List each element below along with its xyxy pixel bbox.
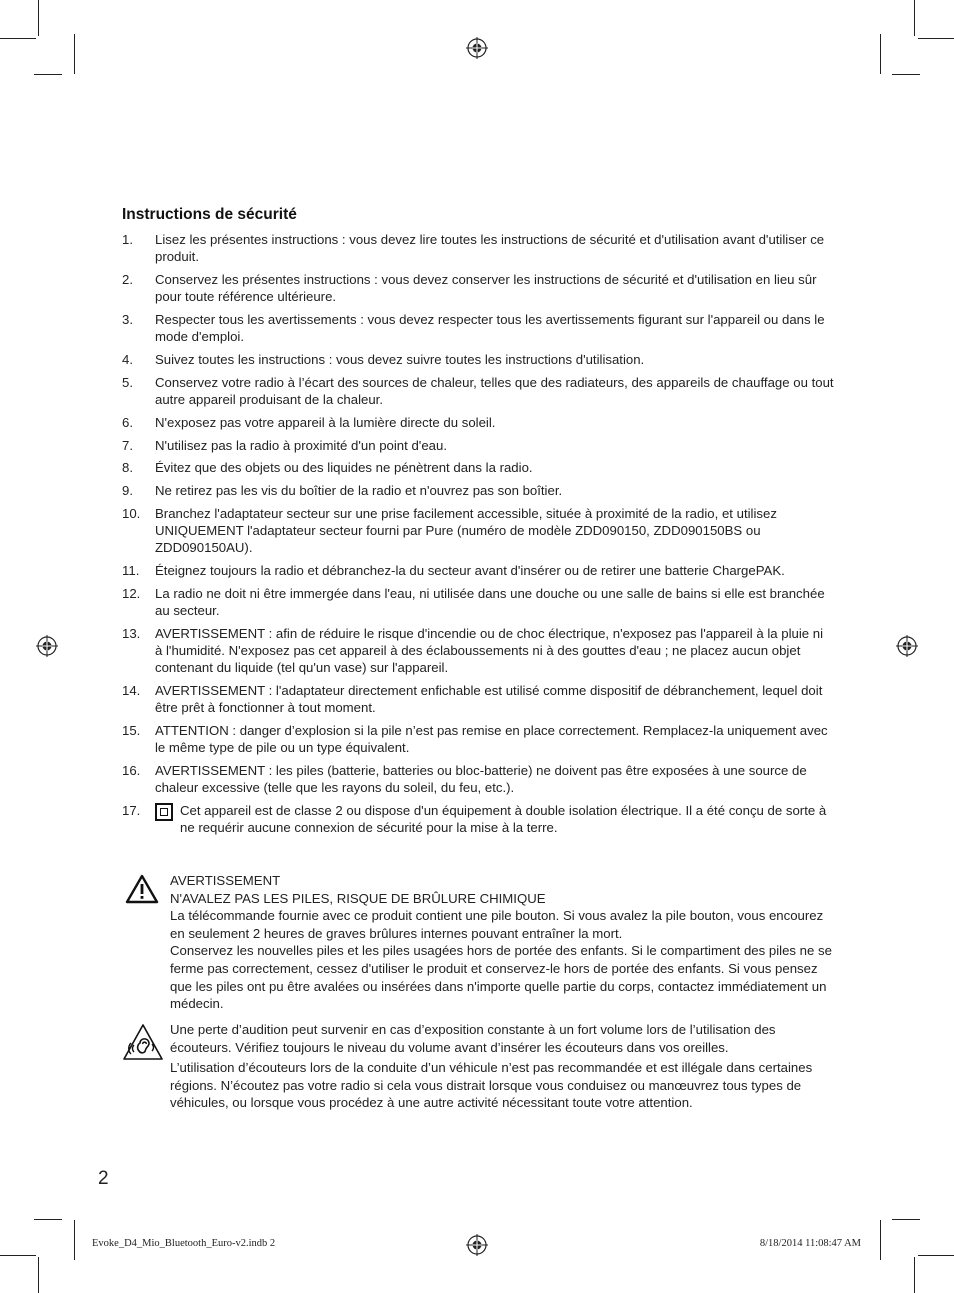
item-text: La radio ne doit ni être immergée dans l'eau, ni utilisée dans une douche ou une salle de bains si elle est branchée au secteur. [155, 585, 825, 619]
crop-mark [74, 34, 75, 74]
list-item [122, 437, 834, 454]
item-text: AVERTISSEMENT : l'adaptateur directement enfichable est utilisé comme dispositif de débranchement, lequel doit être prêt à fonctionner à tout moment. [155, 683, 823, 716]
item-number: 17. [122, 803, 141, 819]
list-item [122, 311, 834, 345]
item-text: Branchez l'adaptateur secteur sur une prise facilement accessible, située à proximité de la radio, et utilisez UNIQUEMENT l'adaptateur secteur fourni par Pure (numéro de modèle ZDD090150, ZDD090150BS ou ZDD090150AU). [155, 505, 777, 556]
item-text: Évitez que des objets ou des liquides ne pénètrent dans la radio. [155, 460, 533, 476]
item-text: N'utilisez pas la radio à proximité d'un point d'eau. [155, 437, 447, 453]
crop-mark [880, 34, 881, 74]
item-text: N'exposez pas votre appareil à la lumière directe du soleil. [155, 414, 496, 430]
item-number: 2. [122, 272, 133, 287]
crop-mark [892, 74, 920, 75]
list-item [122, 351, 834, 368]
item-text: Respecter tous les avertissements : vous devez respecter tous les avertissements figurant sur l'appareil ou dans le mode d'emploi. [155, 312, 825, 345]
list-item [122, 414, 834, 431]
crop-mark [914, 0, 915, 36]
warning-paragraph: La télécommande fournie avec ce produit contient une pile bouton. Si vous avalez la pile bouton, vous encourez en seulement 2 heures de graves brûlures internes pouvant entraîner la mort. [170, 908, 824, 941]
crop-mark [38, 0, 39, 36]
registration-mark-icon [466, 37, 488, 59]
item-text: AVERTISSEMENT : afin de réduire le risque d'incendie ou de choc électrique, n'exposez pas l'appareil à la pluie ni à l'humidité. N'exposez pas cet appareil à des éclaboussements ni à des gouttes d'eau ; ne placez aucun objet contenant du liquide (tel qu'un vase) sur l'appareil. [155, 625, 824, 676]
footer-filename: Evoke_D4_Mio_Bluetooth_Euro-v2.indb 2 [92, 1238, 276, 1249]
warning-title: AVERTISSEMENT [170, 873, 281, 888]
hearing-warning-icon [122, 1023, 164, 1061]
item-number: 7. [122, 437, 133, 453]
crop-mark [892, 1219, 920, 1220]
warning-subtitle: N'AVALEZ PAS LES PILES, RISQUE DE BRÛLURE CHIMIQUE [170, 890, 546, 906]
list-item [122, 585, 834, 619]
list-item [122, 682, 834, 716]
hearing-paragraph: Une perte d’audition peut survenir en cas d’exposition constante à un fort volume lors de l’utilisation des écouteurs. Vérifiez toujours le niveau du volume avant d’insérer les écouteurs dans vos oreilles. [170, 1022, 776, 1055]
crop-mark [38, 1257, 39, 1293]
double-insulation-class2-icon [155, 803, 173, 821]
list-item [122, 722, 834, 756]
list-item [122, 802, 834, 836]
warning-paragraph: Conservez les nouvelles piles et les piles usagées hors de portée des enfants. Si le compartiment des piles ne se ferme pas correctement, cessez d'utiliser le produit et conservez-le hors de portée des enfants. Si vous pensez que les piles ont pu être avalées ou insérées dans n'importe quelle partie du corps, contactez immédiatement un médecin. [170, 943, 832, 1012]
list-item [122, 231, 834, 265]
list-item [122, 482, 834, 499]
list-item [122, 271, 834, 305]
item-text: Éteignez toujours la radio et débranchez-la du secteur avant d'insérer ou de retirer une batterie ChargePAK. [155, 563, 785, 579]
item-number: 14. [122, 683, 141, 699]
crop-mark [74, 1220, 75, 1260]
item-text: AVERTISSEMENT : les piles (batterie, batteries ou bloc-batterie) ne doivent pas être exposées à une source de chaleur excessive (telle que les rayons du soleil, du feu, etc.). [155, 763, 807, 796]
item-number: 15. [122, 723, 141, 739]
page-title: Instructions de sécurité [122, 206, 297, 223]
list-item [122, 762, 834, 796]
item-number: 10. [122, 505, 141, 521]
item-number: 4. [122, 352, 133, 367]
item-number: 1. [122, 232, 133, 247]
crop-mark [0, 1255, 36, 1256]
battery-warning [122, 872, 834, 1013]
item-text: Conservez votre radio à l’écart des sources de chaleur, telles que des radiateurs, des appareils de chauffage ou tout autre appareil produisant de la chaleur. [155, 374, 834, 407]
crop-mark [0, 38, 36, 39]
item-text: Ne retirez pas les vis du boîtier de la radio et n'ouvrez pas son boîtier. [155, 483, 563, 499]
registration-mark-icon [36, 635, 58, 657]
footer-timestamp: 8/18/2014 11:08:47 AM [759, 1238, 861, 1249]
item-number: 5. [122, 374, 133, 390]
item-number: 13. [122, 625, 141, 641]
safety-instructions-list [122, 231, 834, 842]
item-number: 16. [122, 763, 141, 779]
list-item [122, 625, 834, 677]
item-number: 11. [122, 563, 140, 579]
list-item [122, 505, 834, 557]
item-number: 6. [122, 414, 133, 430]
crop-mark [918, 1255, 954, 1256]
item-text: Conservez les présentes instructions : vous devez conserver les instructions de sécurité et d'utilisation en lieu sûr pour toute référence ultérieure. [155, 272, 817, 305]
crop-mark [914, 1257, 915, 1293]
item-text: ATTENTION : danger d’explosion si la pile n’est pas remise en place correctement. Remplacez-la uniquement avec le même type de pile ou un type équivalent. [155, 723, 828, 756]
item-number: 12. [122, 585, 141, 601]
crop-mark [34, 74, 62, 75]
crop-mark [880, 1220, 881, 1260]
crop-mark [918, 38, 954, 39]
item-number: 9. [122, 483, 133, 499]
hearing-paragraph: L’utilisation d’écouteurs lors de la conduite d’un véhicule n’est pas recommandée et est illégale dans certaines régions. N’écoutez pas votre radio si cela vous distrait lorsque vous conduisez ou manœuvrez tous types de véhicules, ou lorsque vous procédez à une autre activité nécessitant toute votre attention. [170, 1060, 813, 1111]
item-number: 3. [122, 312, 133, 327]
list-item [122, 374, 834, 408]
list-item [122, 562, 834, 579]
crop-mark [34, 1219, 62, 1220]
list-item [122, 459, 834, 476]
warning-triangle-icon [125, 874, 159, 904]
item-text: Lisez les présentes instructions : vous devez lire toutes les instructions de sécurité et d'utilisation avant d'utiliser ce produit. [155, 232, 825, 265]
item-number: 8. [122, 460, 133, 476]
item-text: Cet appareil est de classe 2 ou dispose d'un équipement à double isolation électrique. Il a été conçu de sorte à ne requérir aucune connexion de sécurité pour la mise à la terre. [180, 803, 827, 836]
hearing-warning [122, 1021, 834, 1115]
registration-mark-icon [466, 1234, 488, 1256]
registration-mark-icon [896, 635, 918, 657]
page-number: 2 [98, 1168, 109, 1189]
item-text: Suivez toutes les instructions : vous devez suivre toutes les instructions d'utilisation. [155, 352, 645, 367]
